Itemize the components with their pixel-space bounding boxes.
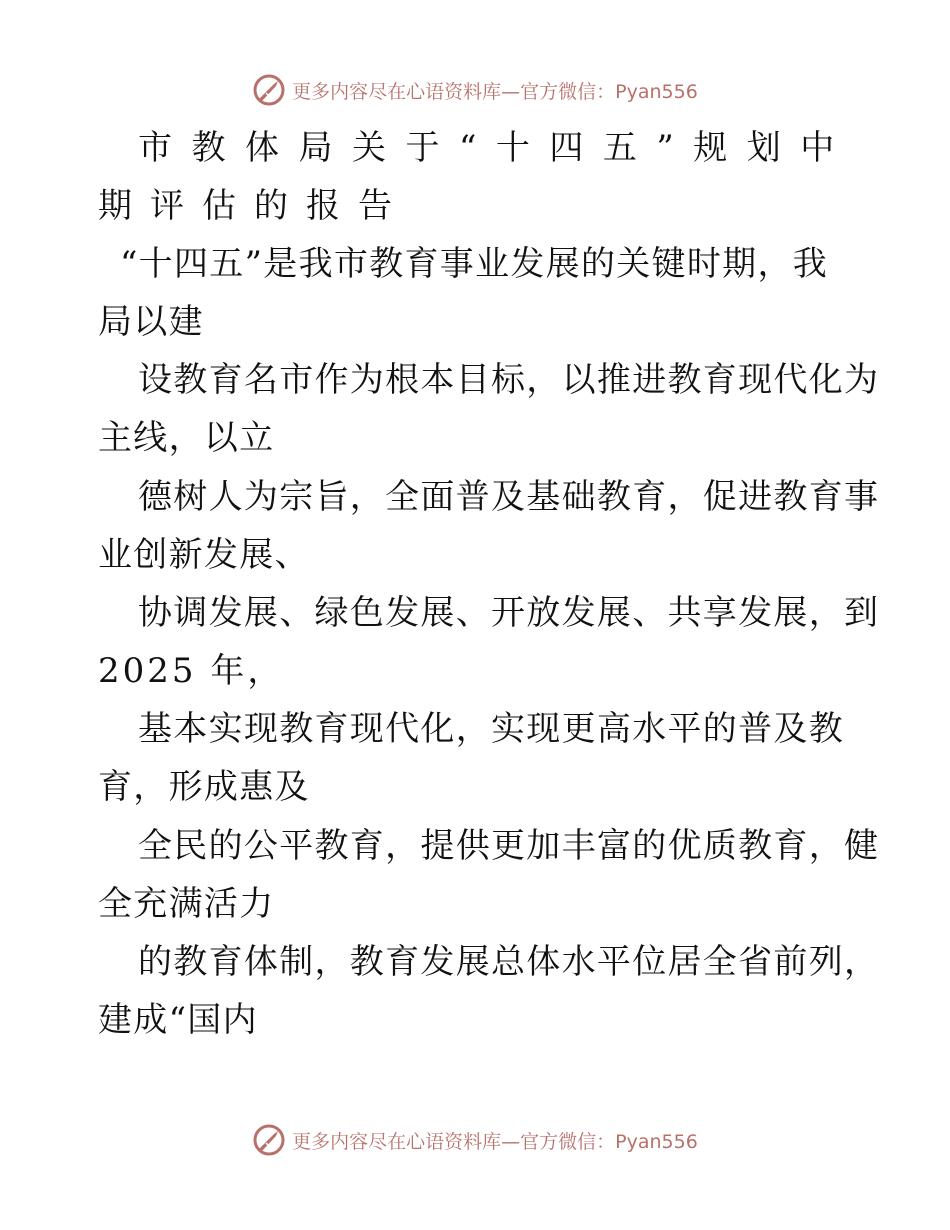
footer-watermark xyxy=(0,1120,950,1160)
text-line: 全充满活力 xyxy=(98,884,275,924)
text-line: 全民的公平教育，提供更加丰富的优质教育，健 xyxy=(138,826,880,866)
watermark-text: 更多内容尽在心语资料库—官方微信：Pyan556 xyxy=(292,80,698,103)
text-line: 设教育名市作为根本目标，以推进教育现代化为 xyxy=(138,360,880,400)
text-line: 2025 年， xyxy=(98,651,285,691)
text-line: 建成“国内 xyxy=(98,1000,258,1040)
document-title-line-2: 期评估的报告 xyxy=(98,186,410,226)
document-title-line-1: 市教体局关于“十四五”规划中 xyxy=(138,128,854,168)
watermark-text: 更多内容尽在心语资料库—官方微信：Pyan556 xyxy=(292,1130,698,1153)
text-line: “十四五”是我市教育事业发展的关键时期，我 xyxy=(120,244,829,284)
text-line: 的教育体制，教育发展总体水平位居全省前列， xyxy=(138,942,880,982)
text-line: 育，形成惠及 xyxy=(98,767,310,807)
text-line: 局以建 xyxy=(98,302,204,342)
text-line: 业创新发展、 xyxy=(98,535,310,575)
text-line: 基本实现教育现代化，实现更高水平的普及教 xyxy=(138,709,844,749)
text-line: 德树人为宗旨，全面普及基础教育，促进教育事 xyxy=(138,477,880,517)
text-line: 协调发展、绿色发展、开放发展、共享发展，到 xyxy=(138,593,880,633)
pen-nib-logo-icon xyxy=(252,1123,286,1157)
text-line: 主线，以立 xyxy=(98,418,275,458)
